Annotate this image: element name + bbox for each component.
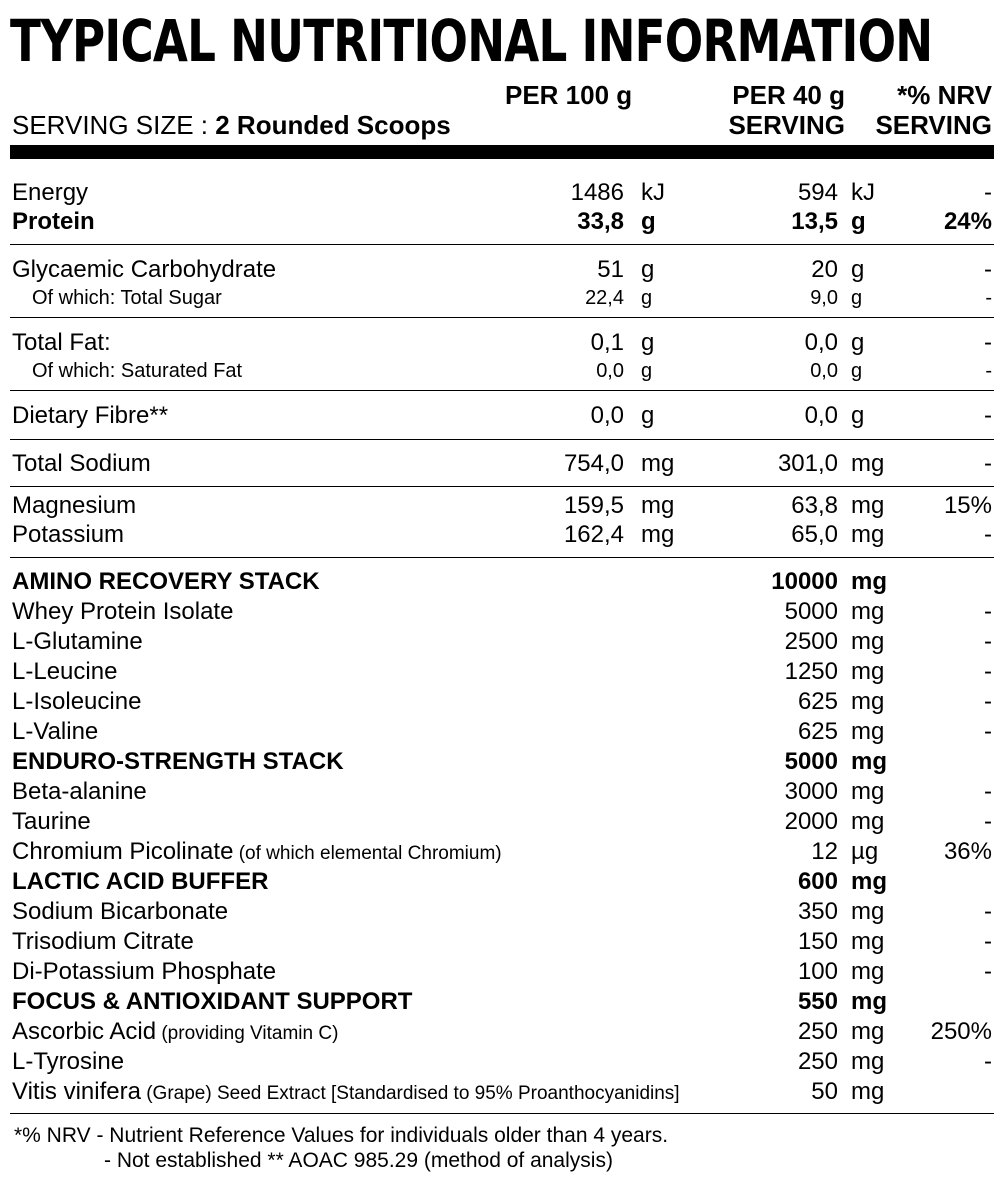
value-per-40g: 12	[811, 838, 838, 865]
value-per-40g: 5000	[784, 598, 838, 625]
stack-name: ENDURO-STRENGTH STACK	[12, 748, 344, 775]
row-divider	[10, 557, 994, 558]
table-row-lactic-acid-buffer	[0, 867, 1000, 897]
unit-per-40g: mg	[851, 598, 885, 625]
value-per-40g: 350	[797, 898, 838, 925]
ingredient-name	[12, 837, 502, 869]
table-row-l-tyrosine	[0, 1047, 1000, 1077]
row-divider	[10, 317, 994, 318]
value-per-40g: 0,0	[810, 360, 838, 382]
value-per-100g: 0,0	[596, 360, 624, 382]
value-per-100g: 33,8	[577, 208, 624, 235]
value-per-40g: 600	[797, 868, 838, 895]
ingredient-name-text: Vitis vinifera	[12, 1078, 141, 1105]
value-per-40g: 100	[797, 958, 838, 985]
nutrient-name: Dietary Fibre**	[12, 402, 169, 429]
nrv-value: -	[984, 179, 992, 206]
nrv-value: -	[984, 598, 992, 625]
value-per-40g: 13,5	[791, 208, 838, 235]
value-per-100g: 1486	[570, 179, 624, 206]
value-per-100g: 51	[597, 256, 624, 283]
ingredient-name: L-Glutamine	[12, 628, 143, 655]
header-divider-bar	[10, 145, 994, 159]
row-divider	[10, 439, 994, 440]
unit-per-40g: mg	[851, 521, 885, 548]
table-row-sodium-bicarbonate	[0, 897, 1000, 927]
unit-per-40g: kJ	[851, 179, 875, 206]
nrv-value: -	[984, 688, 992, 715]
ingredient-name	[12, 1017, 338, 1049]
unit-per-100g: mg	[641, 521, 675, 548]
value-per-40g: 594	[797, 179, 838, 206]
unit-per-100g: kJ	[641, 179, 665, 206]
value-per-100g: 159,5	[563, 492, 624, 519]
table-row-dietary-fibre	[0, 401, 1000, 431]
nrv-value: -	[984, 256, 992, 283]
ingredient-name: L-Isoleucine	[12, 688, 142, 715]
nutrient-name: Protein	[12, 208, 95, 235]
table-row-whey-protein-isolate	[0, 597, 1000, 627]
unit-per-40g: g	[851, 360, 863, 382]
value-per-40g: 250	[797, 1018, 838, 1045]
table-row-ascorbic-acid	[0, 1017, 1000, 1047]
value-per-100g: 0,0	[590, 402, 624, 429]
nrv-value: -	[984, 521, 992, 548]
ingredient-name: L-Valine	[12, 718, 99, 745]
unit-per-40g: mg	[851, 1078, 885, 1105]
header-nrv: *% NRV	[897, 80, 992, 110]
unit-per-40g: g	[851, 256, 865, 283]
ingredient-name: L-Leucine	[12, 658, 118, 685]
nrv-value: -	[984, 778, 992, 805]
ingredient-name: Whey Protein Isolate	[12, 598, 234, 625]
value-per-40g: 5000	[784, 748, 838, 775]
unit-per-40g: g	[851, 402, 865, 429]
value-per-40g: 150	[797, 928, 838, 955]
table-row-magnesium	[0, 491, 1000, 521]
value-per-40g: 1250	[784, 658, 838, 685]
unit-per-100g: g	[641, 329, 655, 356]
table-row-protein	[0, 207, 1000, 237]
unit-per-100g: g	[641, 256, 655, 283]
serving-size	[12, 110, 451, 140]
nrv-value: -	[984, 329, 992, 356]
unit-per-100g: mg	[641, 492, 675, 519]
row-divider	[10, 486, 994, 487]
table-row-total-fat	[0, 328, 1000, 358]
ingredient-name: L-Tyrosine	[12, 1048, 125, 1075]
stack-name: LACTIC ACID BUFFER	[12, 868, 269, 895]
unit-per-100g: mg	[641, 450, 675, 477]
unit-per-40g: g	[851, 208, 866, 235]
nrv-value: 36%	[943, 838, 992, 865]
table-row-potassium	[0, 520, 1000, 550]
unit-per-40g: mg	[851, 928, 885, 955]
header-per-100g: PER 100 g	[505, 80, 633, 110]
nrv-value: 250%	[930, 1018, 992, 1045]
unit-per-40g: mg	[851, 748, 887, 775]
nrv-value: -	[984, 450, 992, 477]
unit-per-40g: mg	[851, 658, 885, 685]
table-row-enduro-strength-stack	[0, 747, 1000, 777]
table-row-di-potassium-phosphate	[0, 957, 1000, 987]
footnote-nrv: *% NRV - Nutrient Reference Values for individuals older than 4 years.	[14, 1124, 669, 1147]
ingredient-name: Taurine	[12, 808, 91, 835]
table-row-sugar	[0, 283, 1000, 313]
unit-per-40g: mg	[851, 808, 885, 835]
unit-per-40g: mg	[851, 868, 887, 895]
label-title: TYPICAL NUTRITIONAL INFORMATION	[10, 7, 933, 75]
unit-per-40g: mg	[851, 568, 887, 595]
unit-per-40g: mg	[851, 958, 885, 985]
nrv-value: -	[984, 1048, 992, 1075]
value-per-40g: 250	[797, 1048, 838, 1075]
nutrient-name: Of which: Total Sugar	[32, 287, 222, 309]
unit-per-100g: g	[641, 402, 655, 429]
table-row-taurine	[0, 807, 1000, 837]
unit-per-40g: mg	[851, 688, 885, 715]
table-row-amino-recovery-stack	[0, 567, 1000, 597]
nrv-value: -	[984, 658, 992, 685]
ingredient-name: Beta-alanine	[12, 778, 147, 805]
value-per-100g: 0,1	[590, 329, 624, 356]
value-per-40g: 3000	[784, 778, 838, 805]
nrv-value: -	[984, 628, 992, 655]
nutrient-name: Potassium	[12, 521, 125, 548]
unit-per-40g: mg	[851, 450, 885, 477]
nutrient-name: Total Fat:	[12, 329, 111, 356]
unit-per-40g: µg	[851, 838, 879, 865]
header-per-40g-serving: SERVING	[728, 110, 845, 140]
ingredient-note: (of which elemental Chromium)	[233, 843, 502, 864]
value-per-40g: 50	[811, 1078, 838, 1105]
ingredient-name: Di-Potassium Phosphate	[12, 958, 277, 985]
unit-per-40g: mg	[851, 1048, 885, 1075]
value-per-40g: 625	[797, 718, 838, 745]
stack-name: FOCUS & ANTIOXIDANT SUPPORT	[12, 988, 413, 1015]
nrv-value: -	[984, 898, 992, 925]
value-per-40g: 2000	[784, 808, 838, 835]
value-per-100g: 22,4	[585, 287, 624, 309]
value-per-40g: 550	[797, 988, 838, 1015]
footnote-not-established: - Not established ** AOAC 985.29 (method of analysis)	[104, 1149, 613, 1172]
value-per-100g: 754,0	[563, 450, 624, 477]
unit-per-40g: mg	[851, 778, 885, 805]
table-row-grape-seed-extract	[0, 1077, 1000, 1107]
value-per-40g: 0,0	[804, 329, 838, 356]
value-per-40g: 301,0	[777, 450, 838, 477]
table-row-focus-antioxidant-support	[0, 987, 1000, 1017]
nutrient-name: Energy	[12, 179, 89, 206]
value-per-40g: 9,0	[810, 287, 838, 309]
table-row-l-leucine	[0, 657, 1000, 687]
unit-per-100g: g	[641, 360, 653, 382]
table-row-energy	[0, 178, 1000, 208]
ingredient-note: (providing Vitamin C)	[156, 1023, 339, 1044]
table-row-l-isoleucine	[0, 687, 1000, 717]
unit-per-100g: g	[641, 287, 653, 309]
nutrient-name: Total Sodium	[12, 450, 151, 477]
table-row-carbohydrate	[0, 255, 1000, 285]
unit-per-40g: mg	[851, 898, 885, 925]
table-row-saturated-fat	[0, 356, 1000, 386]
unit-per-40g: g	[851, 329, 865, 356]
serving-size-label: SERVING SIZE :	[12, 110, 216, 140]
ingredient-name	[12, 1077, 680, 1109]
header-per-40g: PER 40 g	[732, 80, 845, 110]
value-per-40g: 10000	[771, 568, 838, 595]
stack-name: AMINO RECOVERY STACK	[12, 568, 320, 595]
row-divider	[10, 244, 994, 245]
unit-per-40g: mg	[851, 1018, 885, 1045]
value-per-40g: 65,0	[791, 521, 838, 548]
unit-per-40g: g	[851, 287, 863, 309]
nutrient-name: Of which: Saturated Fat	[32, 360, 243, 382]
unit-per-40g: mg	[851, 492, 885, 519]
nrv-value: -	[984, 808, 992, 835]
ingredient-name-text: Chromium Picolinate	[12, 838, 234, 865]
value-per-40g: 20	[811, 256, 838, 283]
nutrient-name: Magnesium	[12, 492, 137, 519]
nrv-value: -	[985, 287, 992, 309]
unit-per-40g: mg	[851, 628, 885, 655]
nrv-value: 15%	[943, 492, 992, 519]
value-per-100g: 162,4	[563, 521, 624, 548]
table-row-l-glutamine	[0, 627, 1000, 657]
table-row-l-valine	[0, 717, 1000, 747]
value-per-40g: 625	[797, 688, 838, 715]
nrv-value: -	[984, 928, 992, 955]
nrv-value: -	[984, 958, 992, 985]
nutrient-name: Glycaemic Carbohydrate	[12, 256, 277, 283]
unit-per-40g: mg	[851, 718, 885, 745]
ingredient-note: (Grape) Seed Extract [Standardised to 95% Proanthocyanidins]	[140, 1083, 680, 1104]
nrv-value: -	[984, 718, 992, 745]
value-per-40g: 0,0	[804, 402, 838, 429]
serving-size-value: 2 Rounded Scoops	[215, 110, 451, 140]
table-row-trisodium-citrate	[0, 927, 1000, 957]
value-per-40g: 63,8	[791, 492, 838, 519]
table-row-sodium	[0, 449, 1000, 479]
unit-per-40g: mg	[851, 988, 887, 1015]
table-row-chromium-picolinate	[0, 837, 1000, 867]
ingredient-name: Trisodium Citrate	[12, 928, 194, 955]
row-divider	[10, 1113, 994, 1114]
nrv-value: 24%	[943, 208, 992, 235]
nrv-value: -	[984, 402, 992, 429]
ingredient-name: Sodium Bicarbonate	[12, 898, 229, 925]
unit-per-100g: g	[641, 208, 656, 235]
table-row-beta-alanine	[0, 777, 1000, 807]
value-per-40g: 2500	[784, 628, 838, 655]
header-nrv-serving: SERVING	[875, 110, 992, 140]
row-divider	[10, 390, 994, 391]
nrv-value: -	[985, 360, 992, 382]
ingredient-name-text: Ascorbic Acid	[12, 1018, 157, 1045]
